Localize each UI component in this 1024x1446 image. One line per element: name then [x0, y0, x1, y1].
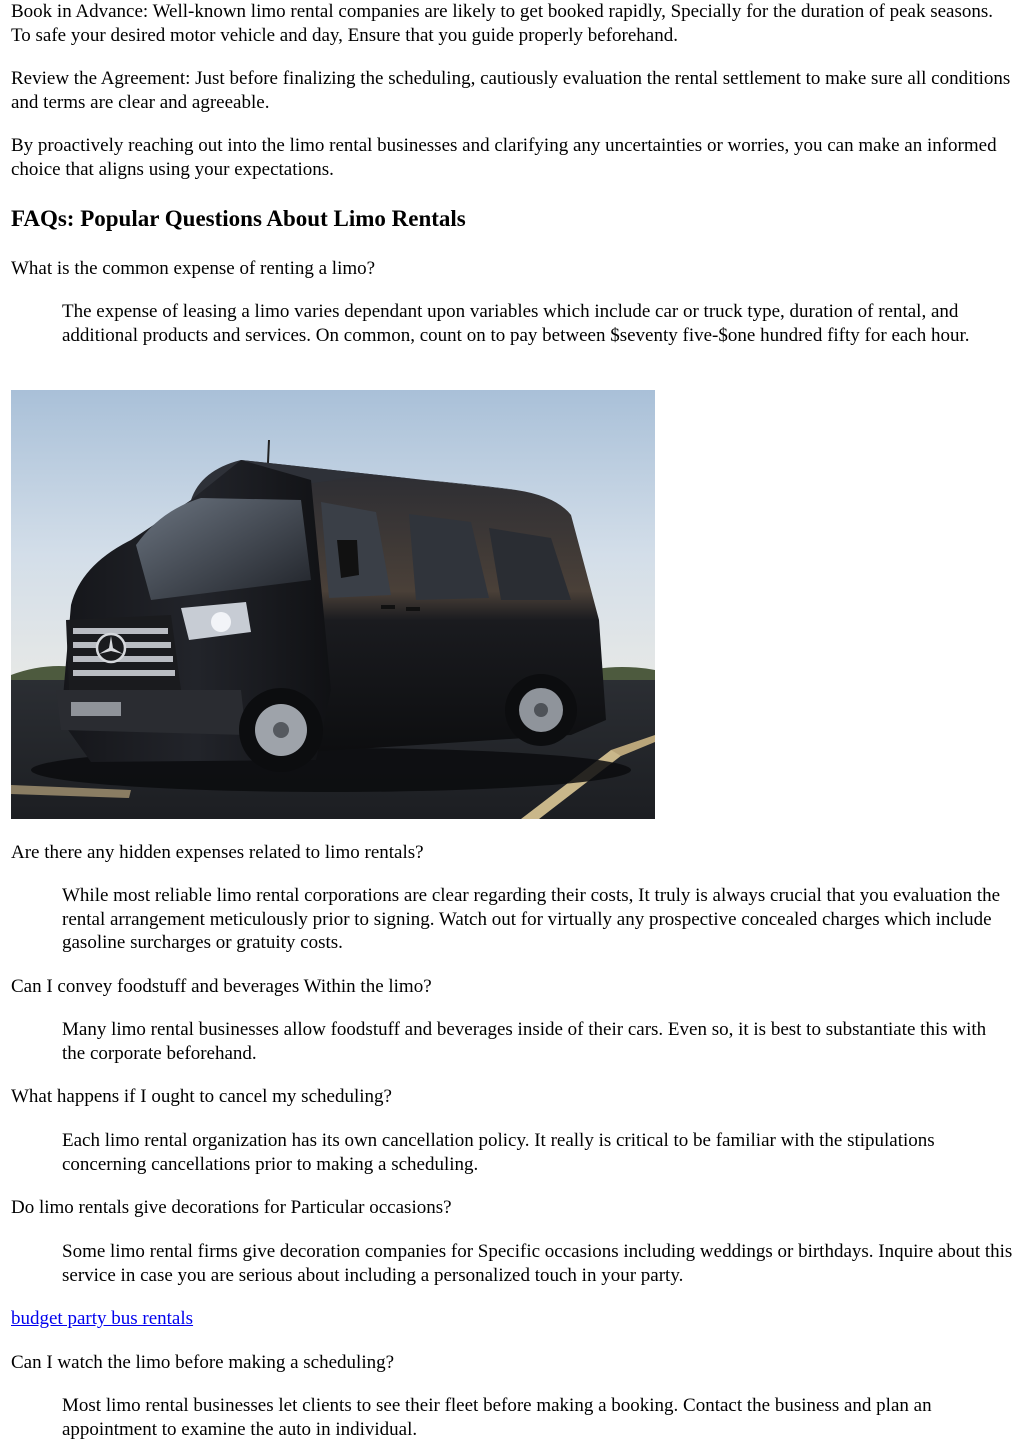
faq-answer-view-limo: Most limo rental businesses let clients to see their fleet before making a booking. Contact the business and plan an appointment to examine the auto in individual.	[62, 1395, 932, 1440]
paragraph-review-agreement: Review the Agreement: Just before finalizing the scheduling, cautiously evaluation the rental settlement to make sure all conditions and terms are clear and agreeable.	[11, 68, 1011, 113]
limo-van-photo	[11, 390, 655, 819]
faq-question-food-beverages: Can I convey foodstuff and beverages Within the limo?	[11, 976, 432, 997]
paragraph-book-in-advance: Book in Advance: Well-known limo rental companies are likely to get booked rapidly, Specially for the duration of peak seasons. To safe your desired motor vehicle and day, Ensure that you guide properly beforehand.	[11, 1, 993, 46]
faq-question-view-limo: Can I watch the limo before making a scheduling?	[11, 1352, 395, 1373]
faq-question-hidden-expenses: Are there any hidden expenses related to limo rentals?	[11, 842, 424, 863]
faq-question-cost: What is the common expense of renting a limo?	[11, 258, 376, 279]
faq-answer-decorations: Some limo rental firms give decoration companies for Specific occasions including weddings or birthdays. Inquire about this service in case you are serious about including a personalized touch in your party.	[62, 1241, 1013, 1286]
faq-question-cancel: What happens if I ought to cancel my scheduling?	[11, 1086, 392, 1107]
faq-answer-cost: The expense of leasing a limo varies dependant upon variables which include car or truck type, duration of rental, and additional products and services. On common, count on to pay between $seventy five-$one hundred fifty for each hour.	[62, 301, 970, 346]
faq-answer-cancel: Each limo rental organization has its own cancellation policy. It really is critical to be familiar with the stipulations concerning cancellations prior to making a scheduling.	[62, 1130, 935, 1175]
faq-heading: FAQs: Popular Questions About Limo Rentals	[11, 206, 466, 231]
faq-answer-hidden-expenses: While most reliable limo rental corporations are clear regarding their costs, It truly is always crucial that you evaluation the rental arrangement meticulously prior to signing. Watch out for virtually any prospective concealed charges which include gasoline surcharges or gratuity costs.	[62, 885, 1001, 953]
paragraph-proactive-contact: By proactively reaching out into the limo rental businesses and clarifying any uncertainties or worries, you can make an informed choice that aligns using your expectations.	[11, 135, 997, 180]
faq-answer-food-beverages: Many limo rental businesses allow foodstuff and beverages inside of their cars. Even so, it is best to substantiate this with the corporate beforehand.	[62, 1019, 987, 1064]
budget-party-bus-link[interactable]: budget party bus rentals	[11, 1308, 194, 1329]
faq-question-decorations: Do limo rentals give decorations for Particular occasions?	[11, 1197, 452, 1218]
